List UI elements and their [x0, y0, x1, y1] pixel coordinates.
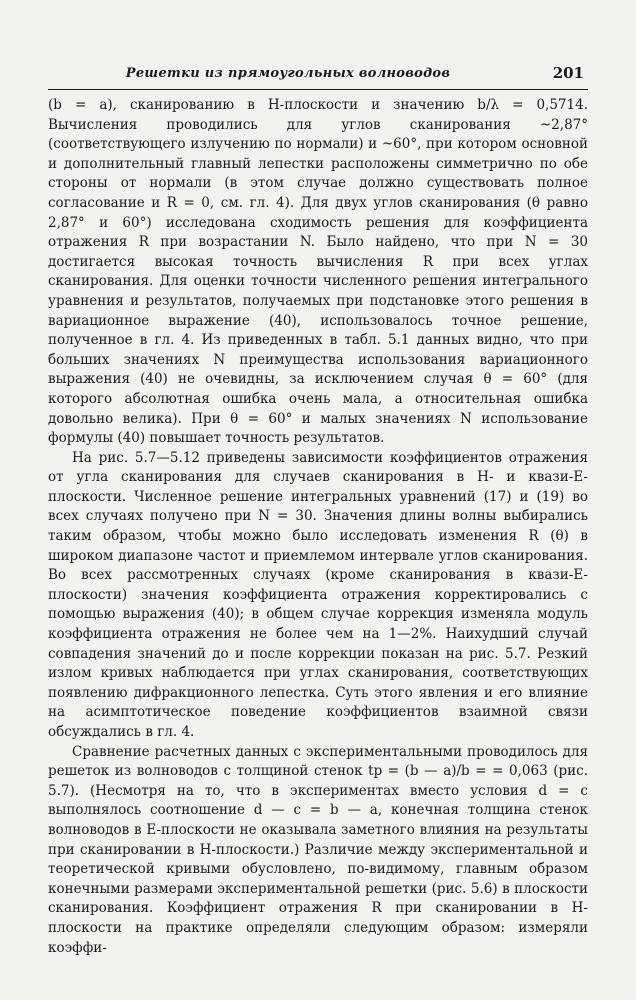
page-number: 201: [552, 64, 584, 82]
page-header: [48, 66, 588, 88]
body-text: [48, 96, 588, 958]
header-rule: [48, 89, 588, 90]
paragraph: На рис. 5.7—5.12 приведены зависимости коэффициентов отражения от угла сканирования для случаев сканирования в H- и квази-E-плоскости. Численное решение интегральных уравнений (17) и (19) во всех случаях получено при N = 30. Значения длины волны выбирались таким образом, чтобы можно было исследовать изменения R (θ) в широком диапазоне частот и приемлемом интервале углов сканирования. Во всех рассмотренных случаях (кроме сканирования в квази-E-плоскости) значения коэффициента отражения корректировались с помощью выражения (40); в общем случае коррекция изменяла модуль коэффициента отражения не более чем на 1—2%. Наихудший случай совпадения значений до и после коррекции показан на рис. 5.7. Резкий излом кривых наблюдается при углах сканирования, соответствующих появлению дифракционного лепестка. Суть этого явления и его влияние на асимптотическое поведение коэффициентов взаимной связи обсуждались в гл. 4.: [48, 449, 588, 740]
running-title: Решетки из прямоугольных волноводов: [125, 66, 451, 81]
paragraph: Сравнение расчетных данных с экспериментальными проводилось для решеток из волноводов с толщиной стенок tp = (b — a)/b = = 0,063 (рис. 5.7). (Несмотря на то, что в экспериментах вместо условия d = c выполнялось соотношение d — c = b — a, конечная толщина стенок волноводов в E-плоскости не оказывала заметного влияния на результаты при сканировании в H-плоскости.) Различие между экспериментальной и теоретической кривыми обусловлено, по-видимому, главным образом конечными размерами экспериментальной решетки (рис. 5.6) в плоскости сканирования. Коэффициент отражения R при сканировании в H-плоскости на практике определяли следующим образом: измеряли коэффи-: [48, 743, 588, 956]
paragraph: (b = a), сканированию в H-плоскости и значению b/λ = 0,5714. Вычисления проводились для углов сканирования ~2,87° (соответствующего излучению по нормали) и ~60°, при котором основной и дополнительный главный лепестки расположены симметрично по обе стороны от нормали (в этом случае должно существовать полное согласование и R = 0, см. гл. 4). Для двух углов сканирования (θ равно 2,87° и 60°) исследована сходимость решения для коэффициента отражения R при возрастании N. Было найдено, что при N = 30 достигается высокая точность вычисления R при всех углах сканирования. Для оценки точности численного решения интегрального уравнения и результатов, получаемых при подстановке этого решения в вариационное выражение (40), использовалось точное решение, полученное в гл. 4. Из приведенных в табл. 5.1 данных видно, что при больших значениях N преимущества использования вариационного выражения (40) не очевидны, за исключением случая θ = 60° (для которого абсолютная ошибка очень мала, а относительная ошибка довольно велика). При θ = 60° и малых значениях N использование формулы (40) повышает точность результатов.: [48, 97, 588, 447]
